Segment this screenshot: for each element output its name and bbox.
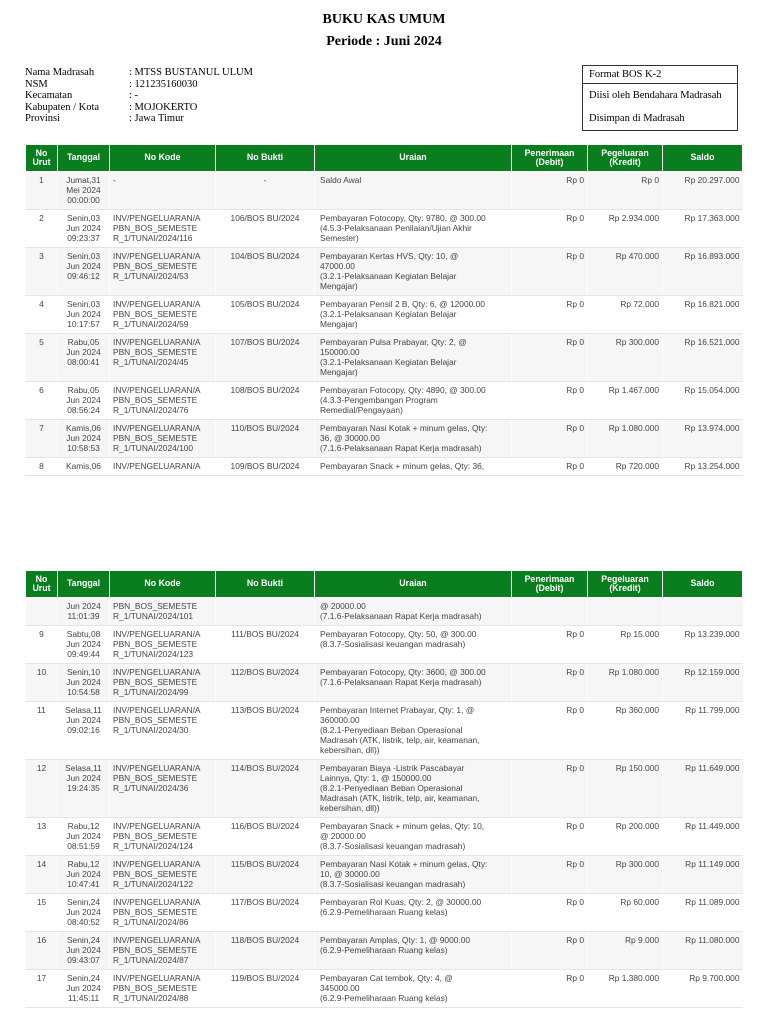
cell-no: 5 bbox=[26, 334, 58, 382]
school-info bbox=[25, 67, 253, 125]
table-row bbox=[26, 382, 743, 420]
cell-no-kode: INV/PENGELUARAN/A PBN_BOS_SEMESTE R_1/TUNAI/2024/116 bbox=[110, 210, 216, 248]
info-row bbox=[25, 79, 253, 91]
table-row bbox=[26, 626, 743, 664]
cell-no-kode: INV/PENGELUARAN/A bbox=[110, 458, 216, 476]
cell-kredit: Rp 9.000 bbox=[588, 932, 663, 970]
info-row bbox=[25, 67, 253, 79]
info-label: Nama Madrasah bbox=[25, 67, 95, 78]
cell-saldo: Rp 16.521.000 bbox=[663, 334, 743, 382]
cell-tanggal: Kamis,06 bbox=[58, 458, 110, 476]
table-row bbox=[26, 818, 743, 856]
cell-no-bukti: 111/BOS BU/2024 bbox=[216, 626, 315, 664]
cell-tanggal: Senin,24 Jun 2024 11:45:11 bbox=[58, 970, 110, 1008]
cell-tanggal: Senin,03 Jun 2024 09:46:12 bbox=[58, 248, 110, 296]
cell-uraian: Pembayaran Pensil 2 B, Qty: 6, @ 12000.00 (3.2.1-Pelaksanaan Kegiatan Belajar Mengajar) bbox=[315, 296, 512, 334]
cell-kredit: Rp 0 bbox=[588, 172, 663, 210]
cell-no-kode: INV/PENGELUARAN/A PBN_BOS_SEMESTE R_1/TUNAI/2024/59 bbox=[110, 296, 216, 334]
info-label: NSM bbox=[25, 78, 48, 90]
cell-no: 8 bbox=[26, 458, 58, 476]
cell-no-bukti: 107/BOS BU/2024 bbox=[216, 334, 315, 382]
cell-debit: Rp 0 bbox=[512, 458, 588, 476]
column-header-pengeluaran: Pegeluaran (Kredit) bbox=[588, 571, 663, 598]
cell-debit: Rp 0 bbox=[512, 172, 588, 210]
report-period: Periode : Juni 2024 bbox=[326, 34, 442, 49]
format-stored-at: Disimpan di Madrasah bbox=[589, 113, 685, 124]
table-row bbox=[26, 664, 743, 702]
cell-saldo: Rp 13.974.000 bbox=[663, 420, 743, 458]
cell-tanggal: Selasa,11 Jun 2024 19:24:35 bbox=[58, 760, 110, 818]
cell-no: 7 bbox=[26, 420, 58, 458]
cell-tanggal: Jumat,31 Mei 2024 00:00:00 bbox=[58, 172, 110, 210]
cell-no: 4 bbox=[26, 296, 58, 334]
cell-kredit: Rp 1.380.000 bbox=[588, 970, 663, 1008]
cell-no-bukti: 105/BOS BU/2024 bbox=[216, 296, 315, 334]
cell-uraian: @ 20000.00 (7.1.6-Pelaksanaan Rapat Kerja madrasah) bbox=[315, 598, 512, 626]
table-row bbox=[26, 248, 743, 296]
cell-no-bukti: 110/BOS BU/2024 bbox=[216, 420, 315, 458]
cell-no-bukti: 113/BOS BU/2024 bbox=[216, 702, 315, 760]
cell-debit: Rp 0 bbox=[512, 856, 588, 894]
column-header-uraian: Uraian bbox=[315, 571, 512, 598]
cell-uraian: Pembayaran Kertas HVS, Qty: 10, @ 47000.00 (3.2.1-Pelaksanaan Kegiatan Belajar Mengajar) bbox=[315, 248, 512, 296]
cell-tanggal: Rabu,05 Jun 2024 08:56:24 bbox=[58, 382, 110, 420]
table-row bbox=[26, 420, 743, 458]
cell-uraian: Saldo Awal bbox=[315, 172, 512, 210]
cell-kredit: Rp 60.000 bbox=[588, 894, 663, 932]
column-header-no-bukti: No Bukti bbox=[216, 571, 315, 598]
table-row bbox=[26, 334, 743, 382]
cell-no-bukti: 112/BOS BU/2024 bbox=[216, 664, 315, 702]
cell-no: 11 bbox=[26, 702, 58, 760]
cell-debit: Rp 0 bbox=[512, 894, 588, 932]
cell-uraian: Pembayaran Nasi Kotak + minum gelas, Qty: 36, @ 30000.00 (7.1.6-Pelaksanaan Rapat Kerja madrasah) bbox=[315, 420, 512, 458]
info-label: Provinsi bbox=[25, 113, 61, 125]
cell-kredit: Rp 1.080.000 bbox=[588, 664, 663, 702]
cell-tanggal: Rabu,12 Jun 2024 08:51:59 bbox=[58, 818, 110, 856]
cell-saldo: Rp 11.449.000 bbox=[663, 818, 743, 856]
cell-tanggal: Jun 2024 11:01:39 bbox=[58, 598, 110, 626]
cell-no-bukti: 108/BOS BU/2024 bbox=[216, 382, 315, 420]
column-header-no-bukti: No Bukti bbox=[216, 145, 315, 172]
cell-uraian: Pembayaran Pulsa Prabayar, Qty: 2, @ 150000.00 (3.2.1-Pelaksanaan Kegiatan Belajar Mengajar) bbox=[315, 334, 512, 382]
cell-tanggal: Sabtu,08 Jun 2024 09:49:44 bbox=[58, 626, 110, 664]
cell-kredit: Rp 360.000 bbox=[588, 702, 663, 760]
cell-kredit: Rp 2.934.000 bbox=[588, 210, 663, 248]
ledger-table-1 bbox=[25, 144, 743, 476]
cell-no-bukti: 118/BOS BU/2024 bbox=[216, 932, 315, 970]
column-header-saldo: Saldo bbox=[663, 571, 743, 598]
cell-no-kode: INV/PENGELUARAN/A PBN_BOS_SEMESTE R_1/TUNAI/2024/45 bbox=[110, 334, 216, 382]
cell-saldo: Rp 11.080.000 bbox=[663, 932, 743, 970]
cell-no-kode: INV/PENGELUARAN/A PBN_BOS_SEMESTE R_1/TUNAI/2024/87 bbox=[110, 932, 216, 970]
cell-saldo: Rp 11.649.000 bbox=[663, 760, 743, 818]
cell-no-bukti: 115/BOS BU/2024 bbox=[216, 856, 315, 894]
cell-kredit: Rp 200.000 bbox=[588, 818, 663, 856]
cell-uraian: Pembayaran Nasi Kotak + minum gelas, Qty: 10, @ 30000.00 (8.3.7-Sosialisasi keuangan madrasah) bbox=[315, 856, 512, 894]
column-header-no: No Urut bbox=[26, 571, 58, 598]
cell-uraian: Pembayaran Snack + minum gelas, Qty: 36, bbox=[315, 458, 512, 476]
cell-debit: Rp 0 bbox=[512, 932, 588, 970]
cell-kredit: Rp 720.000 bbox=[588, 458, 663, 476]
cell-saldo: Rp 16.893.000 bbox=[663, 248, 743, 296]
cell-no-bukti: - bbox=[216, 172, 315, 210]
column-header-tanggal: Tanggal bbox=[58, 145, 110, 172]
column-header-pengeluaran: Pegeluaran (Kredit) bbox=[588, 145, 663, 172]
info-label: Kecamatan bbox=[25, 90, 73, 102]
cell-tanggal: Senin,24 Jun 2024 08:40:52 bbox=[58, 894, 110, 932]
table-row bbox=[26, 760, 743, 818]
table-body bbox=[26, 598, 743, 1008]
cell-no: 10 bbox=[26, 664, 58, 702]
cell-uraian: Pembayaran Cat tembok, Qty: 4, @ 345000.00 (6.2.9-Pemeliharaan Ruang kelas) bbox=[315, 970, 512, 1008]
cell-debit: Rp 0 bbox=[512, 760, 588, 818]
column-header-saldo: Saldo bbox=[663, 145, 743, 172]
cell-saldo bbox=[663, 598, 743, 626]
cell-tanggal: Senin,03 Jun 2024 09:23:37 bbox=[58, 210, 110, 248]
cell-uraian: Pembayaran Fotocopy, Qty: 50, @ 300.00 (8.3.7-Sosialisasi keuangan madrasah) bbox=[315, 626, 512, 664]
cell-no: 17 bbox=[26, 970, 58, 1008]
cell-no-kode: PBN_BOS_SEMESTE R_1/TUNAI/2024/101 bbox=[110, 598, 216, 626]
table-row bbox=[26, 894, 743, 932]
cell-kredit bbox=[588, 598, 663, 626]
column-header-uraian: Uraian bbox=[315, 145, 512, 172]
cell-debit: Rp 0 bbox=[512, 334, 588, 382]
cell-saldo: Rp 11.799.000 bbox=[663, 702, 743, 760]
cell-tanggal: Rabu,05 Jun 2024 08:00:41 bbox=[58, 334, 110, 382]
cell-debit: Rp 0 bbox=[512, 210, 588, 248]
cell-no: 16 bbox=[26, 932, 58, 970]
column-header-penerimaan: Penerimaan (Debit) bbox=[512, 571, 588, 598]
cell-no-kode: INV/PENGELUARAN/A PBN_BOS_SEMESTE R_1/TUNAI/2024/124 bbox=[110, 818, 216, 856]
info-label: Kabupaten / Kota bbox=[25, 101, 100, 113]
cell-no-kode: INV/PENGELUARAN/A PBN_BOS_SEMESTE R_1/TUNAI/2024/99 bbox=[110, 664, 216, 702]
cell-no-bukti: 109/BOS BU/2024 bbox=[216, 458, 315, 476]
cell-kredit: Rp 470.000 bbox=[588, 248, 663, 296]
cell-kredit: Rp 300.000 bbox=[588, 856, 663, 894]
cell-debit: Rp 0 bbox=[512, 296, 588, 334]
cell-kredit: Rp 72.000 bbox=[588, 296, 663, 334]
table-row bbox=[26, 702, 743, 760]
column-header-no-kode: No Kode bbox=[110, 571, 216, 598]
cell-no: 3 bbox=[26, 248, 58, 296]
cell-no-kode: INV/PENGELUARAN/A PBN_BOS_SEMESTE R_1/TUNAI/2024/122 bbox=[110, 856, 216, 894]
cell-kredit: Rp 300.000 bbox=[588, 334, 663, 382]
cell-no: 13 bbox=[26, 818, 58, 856]
cell-uraian: Pembayaran Fotocopy, Qty: 4890, @ 300.00 (4.3.3-Pengembangan Program Remedial/Pengayaan) bbox=[315, 382, 512, 420]
cell-no-bukti: 106/BOS BU/2024 bbox=[216, 210, 315, 248]
info-value: : MOJOKERTO bbox=[129, 101, 198, 113]
info-row bbox=[25, 102, 253, 114]
table-row bbox=[26, 598, 743, 626]
table-row bbox=[26, 210, 743, 248]
cell-no: 1 bbox=[26, 172, 58, 210]
cell-saldo: Rp 17.363.000 bbox=[663, 210, 743, 248]
report-title: BUKU KAS UMUM bbox=[322, 12, 446, 27]
header-row bbox=[26, 571, 743, 598]
cell-debit bbox=[512, 598, 588, 626]
table-row bbox=[26, 856, 743, 894]
cell-kredit: Rp 150.000 bbox=[588, 760, 663, 818]
cell-uraian: Pembayaran Fotocopy, Qty: 9780, @ 300.00 (4.5.3-Pelaksanaan Penilaian/Ujian Akhir Semester) bbox=[315, 210, 512, 248]
cell-kredit: Rp 1.467.000 bbox=[588, 382, 663, 420]
cell-debit: Rp 0 bbox=[512, 664, 588, 702]
cell-no-bukti: 119/BOS BU/2024 bbox=[216, 970, 315, 1008]
cell-saldo: Rp 20.297.000 bbox=[663, 172, 743, 210]
column-header-no: No Urut bbox=[26, 145, 58, 172]
cell-no-bukti: 104/BOS BU/2024 bbox=[216, 248, 315, 296]
cell-no: 15 bbox=[26, 894, 58, 932]
cell-debit: Rp 0 bbox=[512, 818, 588, 856]
info-row bbox=[25, 113, 253, 125]
cell-no-kode: INV/PENGELUARAN/A PBN_BOS_SEMESTE R_1/TUNAI/2024/53 bbox=[110, 248, 216, 296]
cell-no: 6 bbox=[26, 382, 58, 420]
cell-no-bukti: 117/BOS BU/2024 bbox=[216, 894, 315, 932]
ledger-table-2 bbox=[25, 570, 743, 1008]
cell-saldo: Rp 13.239.000 bbox=[663, 626, 743, 664]
cell-debit: Rp 0 bbox=[512, 248, 588, 296]
cell-tanggal: Senin,24 Jun 2024 09:43:07 bbox=[58, 932, 110, 970]
cell-no-kode: INV/PENGELUARAN/A PBN_BOS_SEMESTE R_1/TUNAI/2024/123 bbox=[110, 626, 216, 664]
cell-saldo: Rp 13.254.000 bbox=[663, 458, 743, 476]
cell-kredit: Rp 1.080.000 bbox=[588, 420, 663, 458]
cell-no-kode: INV/PENGELUARAN/A PBN_BOS_SEMESTE R_1/TUNAI/2024/76 bbox=[110, 382, 216, 420]
cell-tanggal: Senin,10 Jun 2024 10:54:58 bbox=[58, 664, 110, 702]
cell-no: 14 bbox=[26, 856, 58, 894]
cell-no bbox=[26, 598, 58, 626]
cell-no: 2 bbox=[26, 210, 58, 248]
column-header-penerimaan: Penerimaan (Debit) bbox=[512, 145, 588, 172]
info-value: : MTSS BUSTANUL ULUM bbox=[129, 67, 253, 78]
table-row bbox=[26, 296, 743, 334]
cell-saldo: Rp 9.700.000 bbox=[663, 970, 743, 1008]
cell-debit: Rp 0 bbox=[512, 702, 588, 760]
info-row bbox=[25, 90, 253, 102]
cell-tanggal: Rabu,12 Jun 2024 10:47:41 bbox=[58, 856, 110, 894]
cell-saldo: Rp 12.159.000 bbox=[663, 664, 743, 702]
cell-kredit: Rp 15.000 bbox=[588, 626, 663, 664]
cell-tanggal: Kamis,06 Jun 2024 10:58:53 bbox=[58, 420, 110, 458]
cell-no: 9 bbox=[26, 626, 58, 664]
cell-no-kode: INV/PENGELUARAN/A PBN_BOS_SEMESTE R_1/TUNAI/2024/100 bbox=[110, 420, 216, 458]
cell-uraian: Pembayaran Rol Kuas, Qty: 2, @ 30000.00 (6.2.9-Pemeliharaan Ruang kelas) bbox=[315, 894, 512, 932]
format-filled-by: Diisi oleh Bendahara Madrasah bbox=[589, 90, 722, 101]
cell-no: 12 bbox=[26, 760, 58, 818]
cell-debit: Rp 0 bbox=[512, 970, 588, 1008]
column-header-tanggal: Tanggal bbox=[58, 571, 110, 598]
cell-uraian: Pembayaran Internet Prabayar, Qty: 1, @ 360000.00 (8.2.1-Penyediaan Beban Operasional Madrasah (ATK, listrik, telp, air, keamanan, kebersihan, dll)) bbox=[315, 702, 512, 760]
info-value: : Jawa Timur bbox=[129, 113, 184, 125]
info-value: : - bbox=[129, 90, 139, 102]
table-row bbox=[26, 172, 743, 210]
cell-debit: Rp 0 bbox=[512, 420, 588, 458]
cell-uraian: Pembayaran Amplas, Qty: 1, @ 9000.00 (6.2.9-Pemeliharaan Ruang kelas) bbox=[315, 932, 512, 970]
header-row bbox=[26, 145, 743, 172]
table-row bbox=[26, 970, 743, 1008]
cell-saldo: Rp 15.054.000 bbox=[663, 382, 743, 420]
table-body bbox=[26, 172, 743, 476]
cell-no-kode: INV/PENGELUARAN/A PBN_BOS_SEMESTE R_1/TUNAI/2024/36 bbox=[110, 760, 216, 818]
cell-no-bukti bbox=[216, 598, 315, 626]
cell-no-kode: - bbox=[110, 172, 216, 210]
cell-saldo: Rp 11.149.000 bbox=[663, 856, 743, 894]
cell-no-kode: INV/PENGELUARAN/A PBN_BOS_SEMESTE R_1/TUNAI/2024/86 bbox=[110, 894, 216, 932]
cell-saldo: Rp 11.089.000 bbox=[663, 894, 743, 932]
cell-debit: Rp 0 bbox=[512, 382, 588, 420]
info-value: : 121235160030 bbox=[129, 78, 198, 90]
cell-tanggal: Senin,03 Jun 2024 10:17:57 bbox=[58, 296, 110, 334]
cell-no-bukti: 114/BOS BU/2024 bbox=[216, 760, 315, 818]
column-header-no-kode: No Kode bbox=[110, 145, 216, 172]
cell-uraian: Pembayaran Biaya -Listrik Pascabayar Lainnya, Qty: 1, @ 150000.00 (8.2.1-Penyediaan Beban Operasional Madrasah (ATK, listrik, telp, air, keamanan, kebersihan, dll)) bbox=[315, 760, 512, 818]
cell-no-kode: INV/PENGELUARAN/A PBN_BOS_SEMESTE R_1/TUNAI/2024/30 bbox=[110, 702, 216, 760]
cell-no-bukti: 116/BOS BU/2024 bbox=[216, 818, 315, 856]
cell-debit: Rp 0 bbox=[512, 626, 588, 664]
cell-tanggal: Selasa,11 Jun 2024 09:02:16 bbox=[58, 702, 110, 760]
table-row bbox=[26, 932, 743, 970]
cell-uraian: Pembayaran Snack + minum gelas, Qty: 10, @ 20000.00 (8.3.7-Sosialisasi keuangan madrasah) bbox=[315, 818, 512, 856]
format-code: Format BOS K-2 bbox=[583, 66, 737, 84]
cell-uraian: Pembayaran Fotocopy, Qty: 3600, @ 300.00 (7.1.6-Pelaksanaan Rapat Kerja madrasah) bbox=[315, 664, 512, 702]
format-box bbox=[582, 65, 738, 131]
cell-no-kode: INV/PENGELUARAN/A PBN_BOS_SEMESTE R_1/TUNAI/2024/88 bbox=[110, 970, 216, 1008]
cell-saldo: Rp 16.821.000 bbox=[663, 296, 743, 334]
table-row bbox=[26, 458, 743, 476]
